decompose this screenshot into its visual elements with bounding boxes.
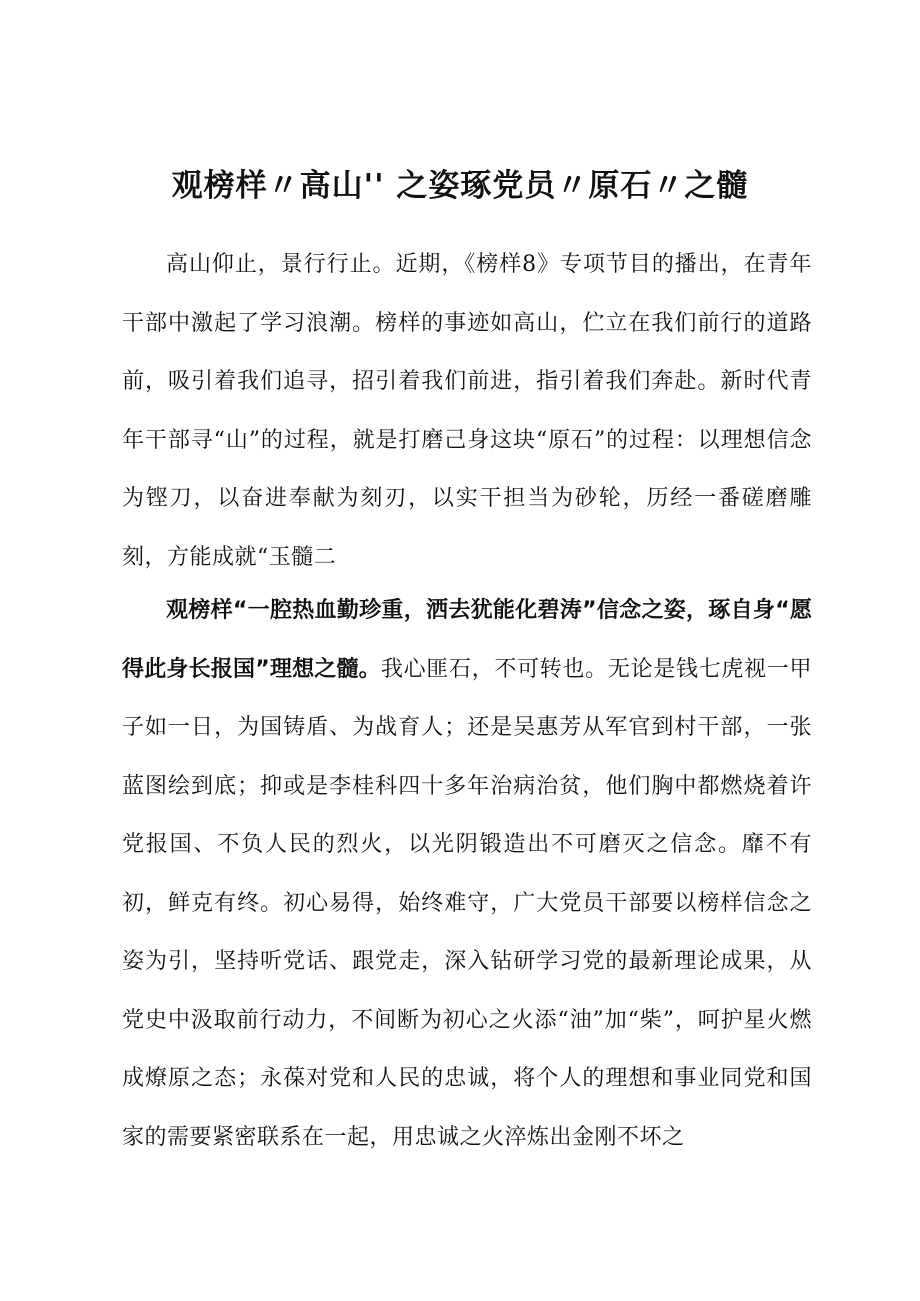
paragraph-2-lead: 观榜样“一腔热血勤珍重，洒去犹能化碧涛”信念之姿，琢自身“愿得此身长报国”理想之髓。 — [122, 598, 812, 682]
paragraph-2 — [122, 582, 812, 1167]
document-title: 观榜样〃高山'' 之姿琢党员〃原石〃之髓 — [171, 168, 749, 204]
paragraph-2-body: 我心匪石，不可转也。无论是钱七虎视一甲子如一日，为国铸盾、为战育人；还是吴惠芳从军官到村干部，一张蓝图绘到底；抑或是李桂科四十多年治病治贫，他们胸中都燃烧着许党报国、不负人民的烈火，以光阴锻造出不可磨灭之信念。靡不有初，鲜克有终。初心易得，始终难守，广大党员干部要以榜样信念之姿为引，坚持听党话、跟党走，深入钻研学习党的最新理论成果，从党史中汲取前行动力，不间断为初心之火添“油”加“柴”，呵护星火燃成燎原之态；永葆对党和人民的忠诚，将个人的理想和事业同党和国家的需要紧密联系在一起，用忠诚之火淬炼出金刚不坏之 — [122, 656, 812, 1150]
paragraph-1: 高山仰止，景行行止。近期，《榜样8》专项节目的播出，在青年干部中激起了学习浪潮。榜样的事迹如高山，伫立在我们前行的道路前，吸引着我们追寻，招引着我们前进，指引着我们奔赴。新时代青年干部寻“山”的过程，就是打磨己身这块“原石”的过程：以理想信念为铿刀，以奋进奉献为刻刃，以实干担当为砂轮，历经一番磋磨雕刻，方能成就“玉髓二 — [122, 252, 812, 570]
